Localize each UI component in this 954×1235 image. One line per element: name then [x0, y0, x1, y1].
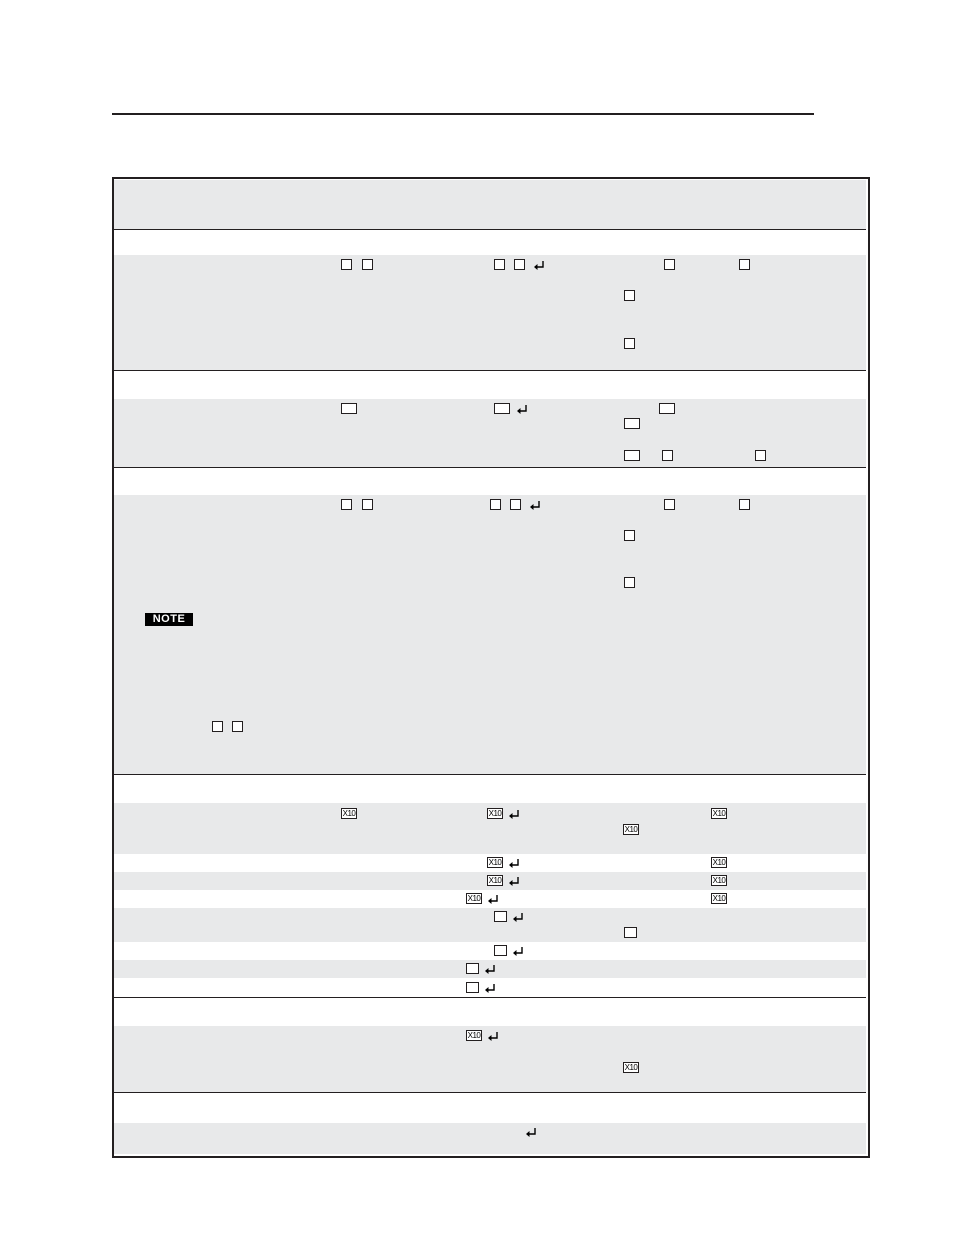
- variable-field-box: [341, 403, 357, 414]
- x10-field: X10: [712, 876, 726, 885]
- return-arrow-icon: [484, 983, 496, 994]
- return-arrow-icon: [533, 260, 545, 271]
- variable-field-box: [624, 530, 635, 541]
- section-heading: [114, 775, 866, 803]
- variable-field-box: [624, 290, 635, 301]
- variable-field-box: [739, 499, 750, 510]
- x10-field: X10: [712, 809, 726, 818]
- variable-field-box: [362, 259, 373, 270]
- x10-field: X10: [624, 825, 638, 834]
- section-heading: [114, 1093, 866, 1123]
- variable-field-box: [624, 577, 635, 588]
- return-arrow-icon: [525, 1127, 537, 1138]
- return-arrow-icon: [487, 894, 499, 905]
- return-arrow-icon: [484, 964, 496, 975]
- x10-field: X10: [467, 894, 481, 903]
- variable-field-box: [664, 499, 675, 510]
- variable-field-box: [362, 499, 373, 510]
- variable-field-box: [659, 403, 675, 414]
- variable-field-box: [514, 259, 525, 270]
- variable-field-box: [624, 418, 640, 429]
- section-heading: [114, 468, 866, 495]
- return-arrow-icon: [516, 404, 528, 415]
- x10-field: X10: [712, 858, 726, 867]
- return-arrow-icon: [512, 912, 524, 923]
- variable-field-box: [232, 721, 243, 732]
- x10-field: X10: [342, 809, 356, 818]
- variable-field-box: [494, 945, 507, 956]
- variable-field-box: [664, 259, 675, 270]
- section-heading: [114, 371, 866, 399]
- variable-field-box: [466, 982, 479, 993]
- note-label: NOTE: [145, 613, 193, 626]
- command-row: [114, 1123, 866, 1154]
- variable-field-box: [212, 721, 223, 732]
- x10-field: X10: [467, 1031, 481, 1040]
- return-arrow-icon: [487, 1031, 499, 1042]
- x10-field: X10: [488, 809, 502, 818]
- return-arrow-icon: [508, 876, 520, 887]
- section-heading: [114, 998, 866, 1026]
- variable-field-box: [494, 259, 505, 270]
- return-arrow-icon: [512, 946, 524, 957]
- variable-field-box: [494, 911, 507, 922]
- x10-field: X10: [488, 876, 502, 885]
- x10-field: X10: [624, 1063, 638, 1072]
- variable-field-box: [510, 499, 521, 510]
- command-row: [114, 908, 866, 942]
- return-arrow-icon: [508, 809, 520, 820]
- variable-field-box: [341, 259, 352, 270]
- section-heading: [114, 230, 866, 255]
- variable-field-box: [739, 259, 750, 270]
- return-arrow-icon: [508, 858, 520, 869]
- variable-field-box: [341, 499, 352, 510]
- variable-field-box: [490, 499, 501, 510]
- return-arrow-icon: [529, 500, 541, 511]
- x10-field: X10: [488, 858, 502, 867]
- variable-field-box: [662, 450, 673, 461]
- variable-field-box: [494, 403, 510, 414]
- command-row: [114, 942, 866, 960]
- x10-field: X10: [712, 894, 726, 903]
- command-row: [114, 399, 866, 467]
- variable-field-box: [755, 450, 766, 461]
- variable-field-box: [624, 338, 635, 349]
- command-row: [114, 255, 866, 370]
- table-header: [114, 180, 866, 229]
- variable-field-box: [624, 450, 640, 461]
- variable-field-box: [466, 963, 479, 974]
- variable-field-box: [624, 927, 637, 938]
- command-row: [114, 495, 866, 774]
